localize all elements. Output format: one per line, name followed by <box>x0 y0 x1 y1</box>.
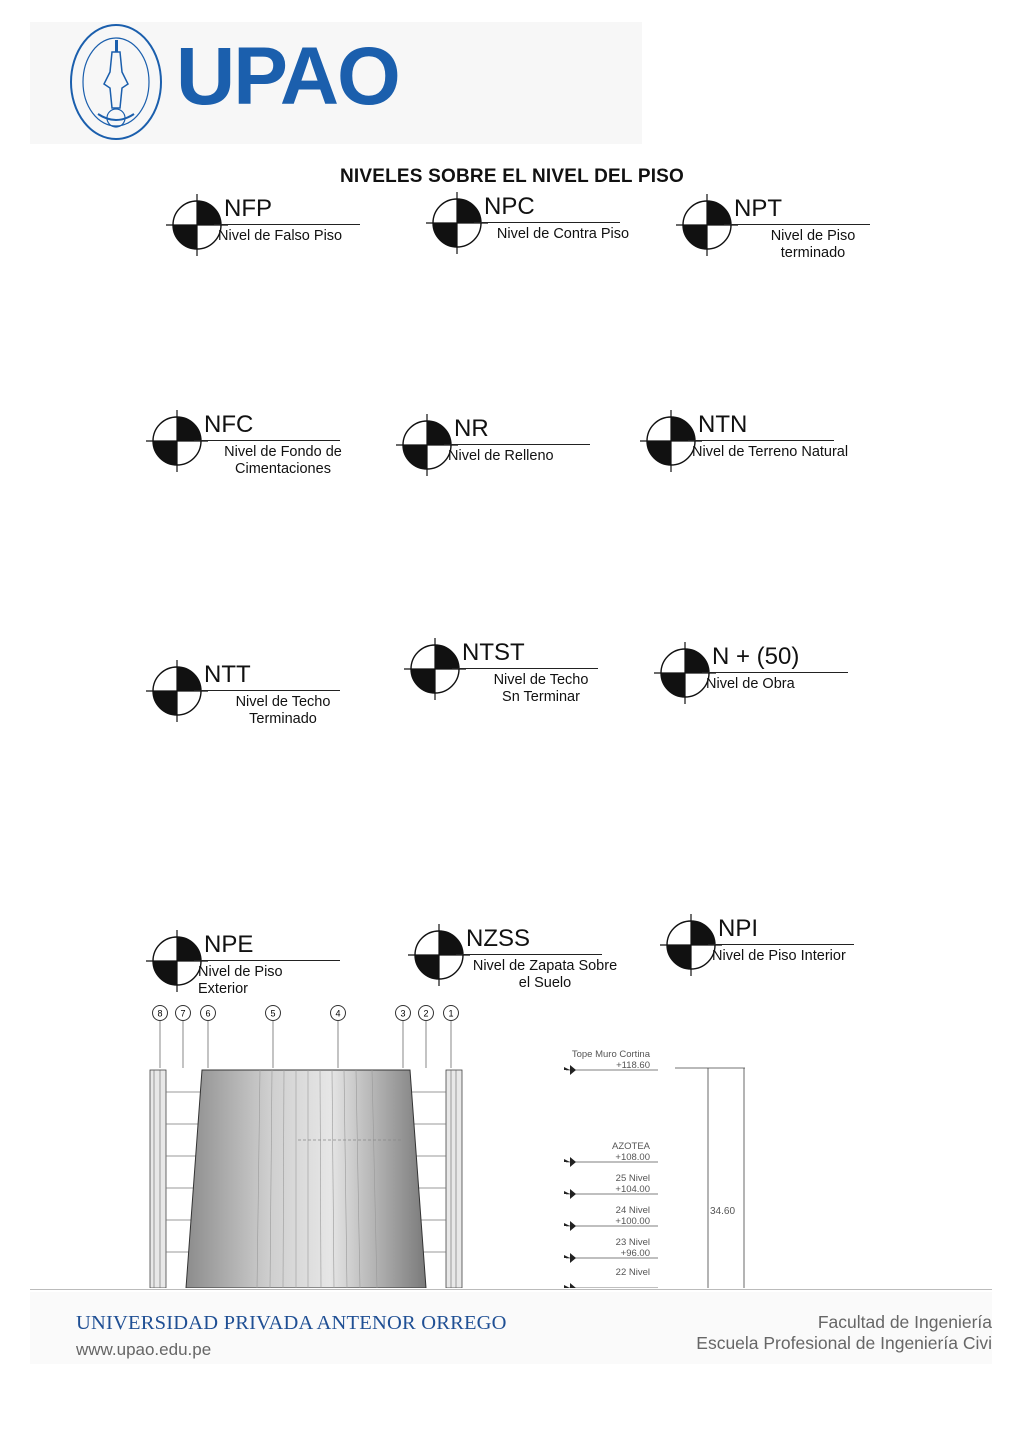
page-footer <box>30 1292 992 1364</box>
level-baseline <box>194 960 340 961</box>
elevation-name: 25 Nivel <box>615 1173 650 1184</box>
level-code: NZSS <box>466 925 531 952</box>
elevation-value: +100.00 <box>615 1216 650 1227</box>
level-baseline <box>194 690 340 691</box>
level-baseline <box>708 944 854 945</box>
building-elevation-drawing <box>140 1000 780 1288</box>
level-code: NFP <box>224 195 272 222</box>
level-description: Nivel de Obra <box>706 676 795 692</box>
level-symbol-n-50 <box>654 642 884 732</box>
level-marker-icon <box>640 410 702 472</box>
level-description: Nivel de Terreno Natural <box>692 444 849 460</box>
svg-text:7: 7 <box>180 1008 186 1019</box>
axis-bubble-4 <box>331 1006 346 1021</box>
footer-faculty-name: Facultad de Ingeniería <box>817 1312 992 1332</box>
level-code: NPI <box>718 915 759 942</box>
level-baseline <box>724 224 870 225</box>
svg-text:2: 2 <box>423 1008 429 1019</box>
level-description: Nivel de Relleno <box>448 448 554 464</box>
level-description: Nivel de Piso Exterior <box>198 964 283 997</box>
footer-faculty <box>696 1312 992 1354</box>
level-symbol-nfp <box>166 194 396 284</box>
level-description: Nivel de Techo Sn Terminar <box>493 672 589 705</box>
level-code: NPE <box>204 931 254 958</box>
elevation-name: 23 Nivel <box>615 1237 650 1248</box>
level-code: NR <box>454 415 489 442</box>
footer-school-name: Escuela Profesional de Ingeniería Civi <box>696 1333 992 1353</box>
level-symbol-ntn <box>640 410 870 500</box>
level-symbol-ntt <box>146 660 376 750</box>
svg-text:5: 5 <box>270 1008 276 1019</box>
level-baseline <box>194 440 340 441</box>
footer-divider <box>30 1289 992 1290</box>
elevation-mark-5 <box>564 1267 658 1288</box>
level-description: Nivel de Contra Piso <box>496 226 630 242</box>
level-baseline <box>688 440 834 441</box>
level-description: Nivel de Falso Piso <box>218 228 343 244</box>
level-marker-icon <box>426 192 488 254</box>
level-marker-icon <box>396 414 458 476</box>
level-code: NTN <box>698 411 748 438</box>
axis-bubble-5 <box>266 1006 281 1021</box>
university-seal-logo <box>68 22 164 142</box>
brand-wordmark: UPAO <box>176 31 399 122</box>
elevation-value: +104.00 <box>615 1184 650 1195</box>
level-symbol-npt <box>676 194 906 284</box>
axis-bubble-1 <box>444 1006 459 1021</box>
level-marker-icon <box>654 642 716 704</box>
level-code: NFC <box>204 411 254 438</box>
level-baseline <box>444 444 590 445</box>
axis-bubble-3 <box>396 1006 411 1021</box>
svg-text:3: 3 <box>400 1008 406 1019</box>
level-baseline <box>456 954 602 955</box>
level-symbol-npi <box>660 914 890 1004</box>
elevation-mark-4 <box>564 1237 658 1263</box>
axis-bubble-8 <box>153 1006 168 1021</box>
footer-url: www.upao.edu.pe <box>76 1340 212 1359</box>
page-header <box>30 22 642 144</box>
level-baseline <box>702 672 848 673</box>
elevation-mark-0 <box>564 1049 658 1075</box>
level-symbol-ntst <box>404 638 634 728</box>
level-code: NPT <box>734 195 782 222</box>
level-marker-icon <box>166 194 228 256</box>
axis-bubble-2 <box>419 1006 434 1021</box>
elevation-value: +118.60 <box>616 1060 650 1071</box>
axis-bubble-7 <box>176 1006 191 1021</box>
svg-text:8: 8 <box>157 1008 163 1019</box>
level-code: N + (50) <box>712 643 800 670</box>
level-description: Nivel de Piso terminado <box>770 228 856 261</box>
level-symbol-nr <box>396 414 626 504</box>
elevation-mark-1 <box>564 1141 658 1167</box>
elevation-name: Tope Muro Cortina <box>571 1049 650 1060</box>
svg-text:1: 1 <box>448 1008 454 1019</box>
level-symbol-npc <box>426 192 656 282</box>
dimension-label: 34.60 <box>710 1206 736 1217</box>
elevation-mark-3 <box>564 1205 658 1231</box>
svg-text:4: 4 <box>335 1008 341 1019</box>
level-code: NTT <box>204 661 251 688</box>
level-baseline <box>214 224 360 225</box>
axis-bubble-6 <box>201 1006 216 1021</box>
level-baseline <box>452 668 598 669</box>
level-description: Nivel de Fondo de Cimentaciones <box>224 444 342 477</box>
level-description: Nivel de Techo Terminado <box>235 694 331 727</box>
page-title: NIVELES SOBRE EL NIVEL DEL PISO <box>339 166 685 187</box>
level-baseline <box>474 222 620 223</box>
level-description: Nivel de Piso Interior <box>712 948 846 964</box>
level-symbol-nfc <box>146 410 376 500</box>
level-marker-icon <box>660 914 722 976</box>
elevation-mark-2 <box>564 1173 658 1199</box>
footer-university-name: UNIVERSIDAD PRIVADA ANTENOR ORREGO <box>76 1312 507 1334</box>
level-code: NTST <box>462 639 525 666</box>
elevation-name: AZOTEA <box>611 1141 650 1152</box>
svg-text:6: 6 <box>205 1008 211 1019</box>
elevation-value: +108.00 <box>615 1152 650 1163</box>
elevation-name: 24 Nivel <box>615 1205 650 1216</box>
level-description: Nivel de Zapata Sobre el Suelo <box>472 958 618 991</box>
level-code: NPC <box>484 193 535 220</box>
elevation-value: +96.00 <box>620 1248 650 1259</box>
elevation-name: 22 Nivel <box>615 1267 650 1278</box>
